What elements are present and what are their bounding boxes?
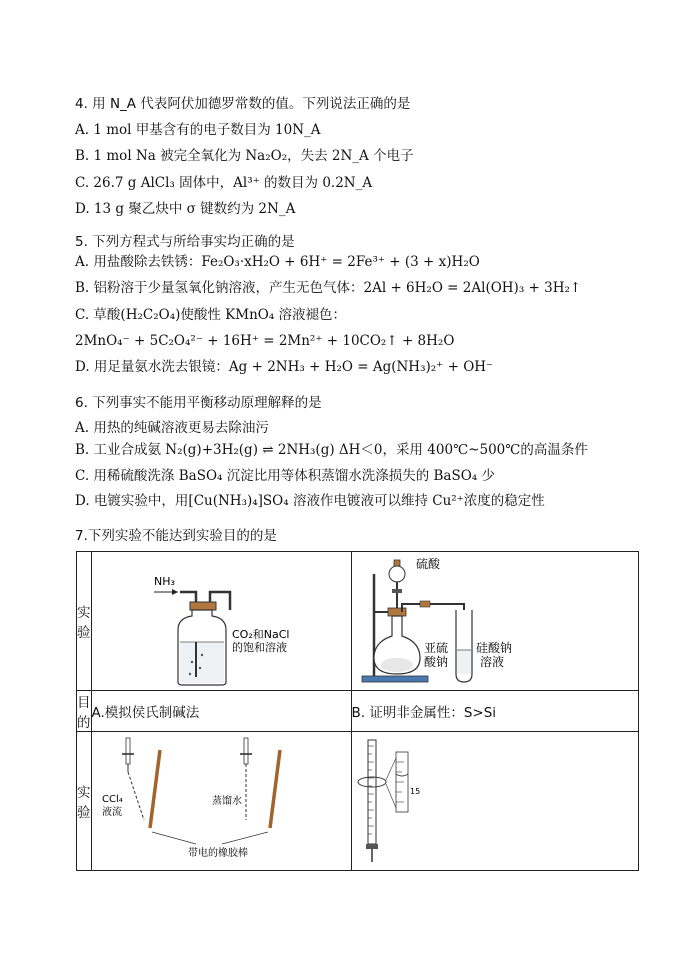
fig-a-solution-label-1: CO₂和NaCl: [231, 628, 289, 641]
fig-a-gas-label: NH₃: [153, 575, 175, 588]
q4-option-c: C. 26.7 g AlCl₃ 固体中，Al³⁺ 的数目为 0.2N_A: [75, 175, 373, 191]
q4-stem: 4. 用 N_A 代表阿伏加德罗常数的值。下列说法正确的是: [75, 96, 411, 112]
fig-b-solution-label-1: 硅酸钠: [475, 641, 512, 655]
flask-apparatus-figure: [352, 552, 638, 686]
q6-stem: 6. 下列事实不能用平衡移动原理解释的是: [75, 395, 322, 411]
fig-a-solution-label-2: 的饱和溶液: [231, 641, 287, 654]
fig-b-solution-label-2: 溶液: [479, 655, 504, 669]
q6-option-c: C. 用稀硫酸洗涤 BaSO₄ 沉淀比用等体积蒸馏水洗涤损失的 BaSO₄ 少: [75, 468, 495, 484]
goal-a: A.模拟侯氏制碱法: [91, 691, 351, 732]
row-label-experiment-2: 实验: [77, 732, 92, 871]
burette-figure: [352, 732, 638, 866]
fig-c-water-label: 蒸馏水: [211, 796, 242, 807]
q5-option-d: D. 用足量氨水洗去银镜：Ag + 2NH₃ + H₂O = Ag(NH₃)₂⁺ + OH⁻: [75, 359, 494, 375]
q4-option-b: B. 1 mol Na 被完全氧化为 Na₂O₂，失去 2N_A 个电子: [75, 148, 414, 164]
q6-option-a: A. 用热的纯碱溶液更易去除油污: [75, 420, 269, 436]
q6-option-d: D. 电镀实验中，用[Cu(NH₃)₄]SO₄ 溶液作电镀液可以维持 Cu²⁺浓度的稳定性: [75, 493, 545, 509]
fig-d-scale-label: 15: [409, 787, 420, 796]
q6-option-b: B. 工业合成氨 N₂(g)+3H₂(g) ⇌ 2NH₃(g) ΔH＜0，采用 400℃~500℃的高温条件: [75, 442, 588, 458]
fig-c-stream-label: 液流: [101, 807, 122, 818]
row-label-experiment-1: 实验: [77, 552, 92, 691]
charged-rod-figure: [92, 732, 351, 866]
fig-b-salt-label-2: 酸钠: [423, 655, 448, 669]
q5-option-b: B. 铝粉溶于少量氢氧化钠溶液，产生无色气体：2Al + 6H₂O = 2Al(OH)₃ + 3H₂↑: [75, 280, 582, 296]
fig-b-acid-label: 硫酸: [415, 557, 440, 571]
q5-option-c-equation: 2MnO₄⁻ + 5C₂O₄²⁻ + 16H⁺ = 2Mn²⁺ + 10CO₂↑ + 8H₂O: [75, 333, 455, 349]
q7-stem: 7.下列实验不能达到实验目的的是: [75, 528, 277, 544]
goal-b: B. 证明非金属性：S>Si: [351, 691, 638, 732]
row-label-goal: 目的: [77, 691, 92, 732]
q4-option-a: A. 1 mol 甲基含有的电子数目为 10N_A: [75, 122, 321, 138]
figure-c-cell: [91, 732, 351, 871]
q5-option-a: A. 用盐酸除去铁锈：Fe₂O₃·xH₂O + 6H⁺ = 2Fe³⁺ + (3 + x)H₂O: [75, 254, 480, 270]
figure-a-cell: [91, 552, 351, 691]
fig-c-ccl4-label: CCl₄: [101, 794, 123, 805]
q5-stem: 5. 下列方程式与所给事实均正确的是: [75, 234, 295, 250]
gas-washing-bottle-figure: [92, 552, 351, 686]
q5-option-c: C. 草酸(H₂C₂O₄)使酸性 KMnO₄ 溶液褪色：: [75, 307, 347, 323]
figure-b-cell: [351, 552, 638, 691]
fig-c-rod-label: 带电的橡胶棒: [187, 848, 248, 859]
figure-d-cell: [351, 732, 638, 871]
experiment-table: [76, 551, 639, 871]
q4-option-d: D. 13 g 聚乙炔中 σ 键数约为 2N_A: [75, 201, 296, 217]
fig-b-salt-label-1: 亚硫: [423, 641, 448, 655]
